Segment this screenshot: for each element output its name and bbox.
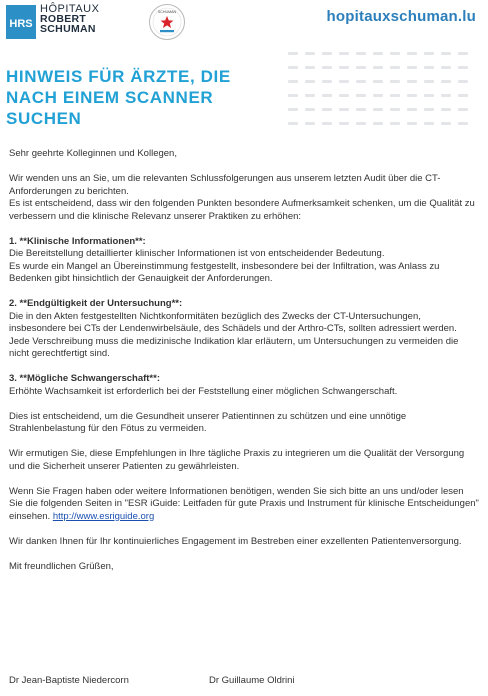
section2-heading: 2. **Endgültigkeit der Untersuchung**:: [9, 298, 183, 309]
esr-iguide-link[interactable]: http://www.esriguide.org: [52, 510, 155, 522]
encourage-paragraph: Wir ermutigen Sie, diese Empfehlungen in Ihre tägliche Praxis zu integrieren um die Qualität der Versorgung und die Sicherheit unserer Patienten zu gewährleisten.: [9, 448, 465, 472]
section1-heading: 1. **Klinische Informationen**:: [9, 235, 146, 247]
section2-text-2: Jede Verschreibung muss die medizinische Indikation klar erläutern, um Untersuchungen zu vermeiden die nicht gerechtfertigt sind.: [9, 335, 459, 359]
letter-body: [9, 148, 479, 586]
page-title: HINWEIS FÜR ÄRZTE, DIE NACH EINEM SCANNER SUCHEN: [6, 67, 231, 128]
page-header: [0, 0, 488, 48]
section-clinical-info: [9, 236, 479, 286]
intro-paragraph: [9, 173, 479, 223]
section1-text-1: Die Bereitstellung detaillierter klinischer Informationen ist von entscheidender Bedeutung.: [9, 248, 385, 259]
hrs-logo: [6, 5, 36, 39]
signature-left: Dr Jean-Baptiste Niedercorn: [9, 675, 129, 686]
section1-text-2: Es wurde ein Mangel an Übereinstimmung festgestellt, insbesondere bei der Infiltration, was Anlass zu Bedenken gibt hinsichtlich der Genauigkeit der Anforderungen.: [9, 260, 440, 284]
greeting: Sehr geehrte Kolleginnen und Kollegen,: [9, 148, 177, 159]
questions-text: Wenn Sie Fragen haben oder weitere Informationen benötigen, wenden Sie sich bitte an uns und/oder lesen Sie die folgenden Seiten in "ESR iGuide: Leitfaden für gute Praxis und Instrument für klinische Entscheidungen" einsehen.: [9, 485, 479, 522]
section3-text: Erhöhte Wachsamkeit ist erforderlich bei der Feststellung einer möglichen Schwangerschaft.: [9, 385, 398, 397]
section-pregnancy: [9, 373, 479, 398]
logo-letters: HRS: [9, 18, 33, 30]
section-examination-purpose: [9, 298, 479, 361]
questions-paragraph: [9, 486, 479, 524]
website-url[interactable]: hopitauxschuman.lu: [326, 8, 476, 25]
signature-right: Dr Guillaume Oldrini: [209, 675, 295, 686]
intro-text-2: Es ist entscheidend, dass wir den folgenden Punkten besondere Aufmerksamkeit schenken, um die Qualität zu verbessern und die klinische Relevanz unserer Praktiken zu erhöhen:: [9, 198, 475, 222]
closing: Mit freundlichen Grüßen,: [9, 560, 114, 572]
brand-line3: SCHUMAN: [40, 23, 96, 35]
section2-text-1: Die in den Akten festgestellten Nichtkonformitäten bezüglich des Zwecks der CT-Untersuchungen, insbesondere bei CTs der Lendenwirbelsäule, des Schädels und der Arthro-CTs, sollten adressiert werden.: [9, 310, 457, 334]
seal-text: SCHUMAN: [157, 10, 177, 14]
accreditation-seal-icon: [148, 3, 186, 41]
brand-name: [40, 4, 99, 34]
intro-text-1: Wir wenden uns an Sie, um die relevanten Schlussfolgerungen aus unserem letzten Audit über die CT-Anforderungen zu berichten.: [9, 173, 441, 197]
thanks-paragraph: Wir danken Ihnen für Ihr kontinuierliches Engagement im Bestreben einer exzellenten Patientenversorgung.: [9, 535, 462, 547]
decorative-dot-grid: [288, 52, 476, 138]
brand-line1: HÔPITAUX: [40, 3, 100, 15]
protect-paragraph: Dies ist entscheidend, um die Gesundheit unserer Patientinnen zu schützen und eine unnötige Strahlenbelastung für den Fötus zu vermeiden.: [9, 410, 407, 434]
brand-line2: ROBERT: [40, 13, 87, 25]
section3-heading: 3. **Mögliche Schwangerschaft**:: [9, 373, 160, 384]
